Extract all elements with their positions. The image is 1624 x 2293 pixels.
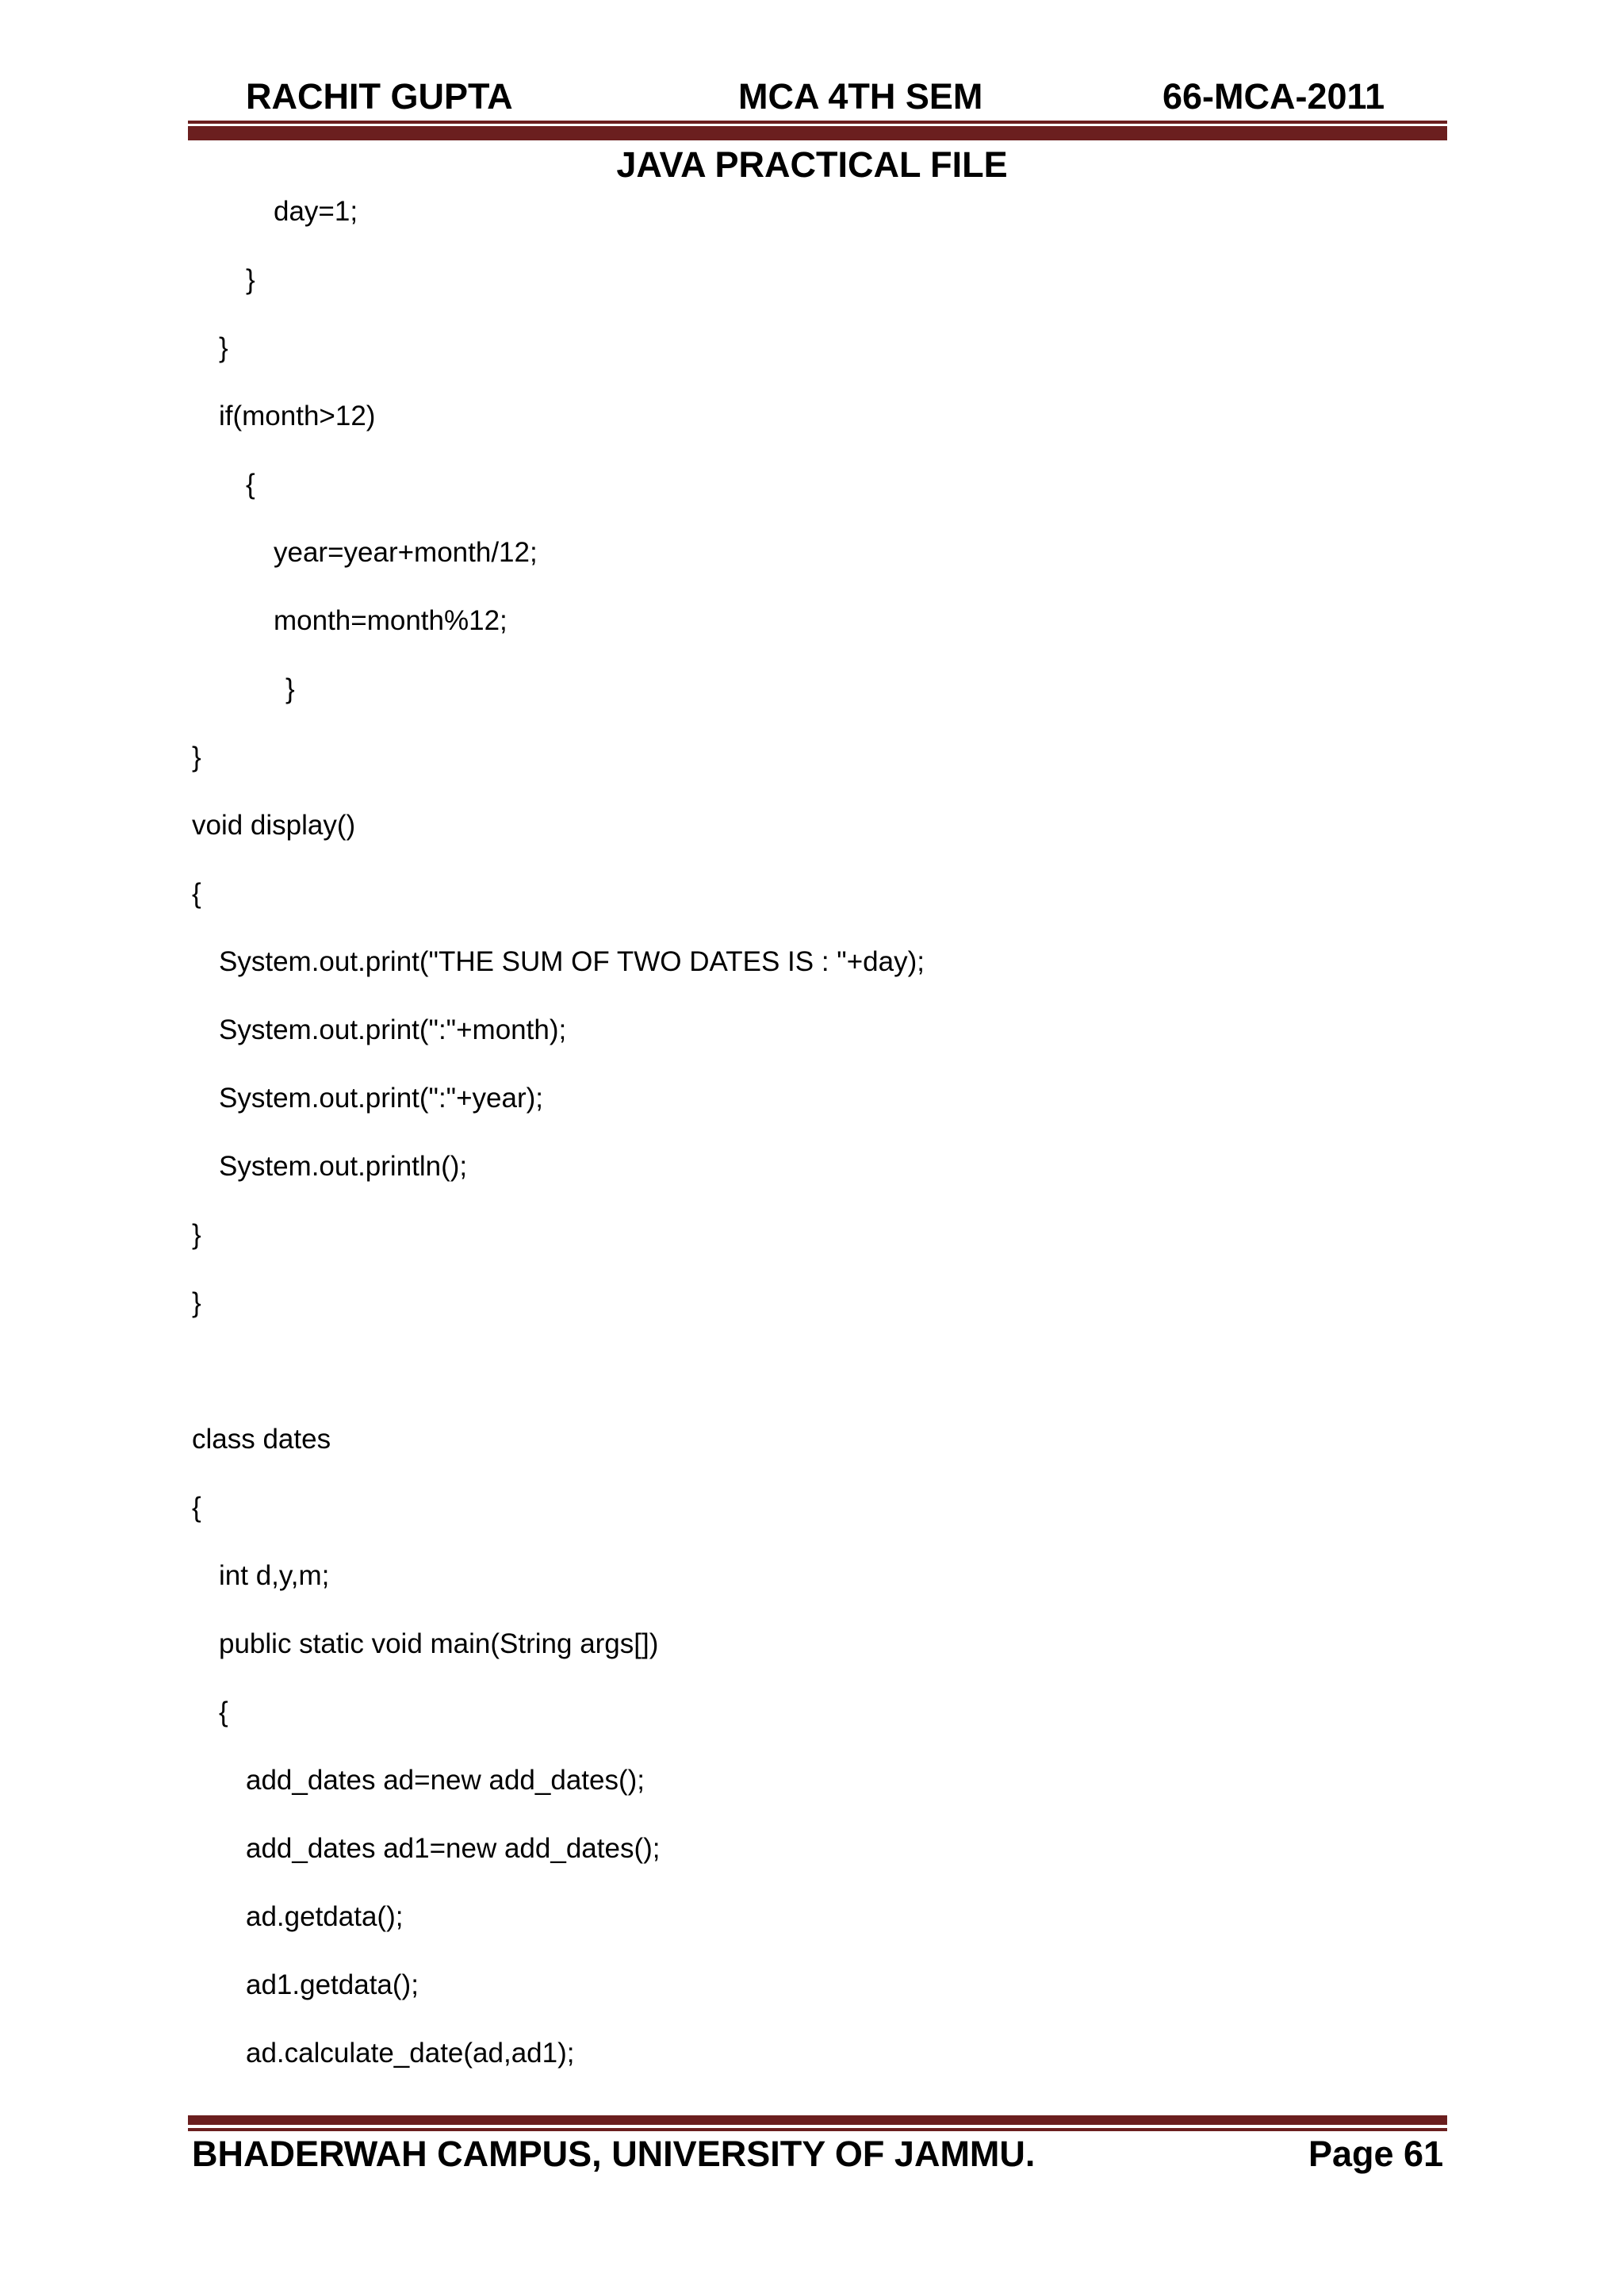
code-line: add_dates ad1=new add_dates(); — [246, 1833, 661, 1864]
code-line: { — [192, 1492, 201, 1523]
code-line: } — [246, 264, 255, 295]
code-line: { — [246, 469, 255, 500]
roll-number: 66-MCA-2011 — [1162, 76, 1385, 117]
file-title: JAVA PRACTICAL FILE — [616, 144, 1008, 185]
page-number: Page 61 — [1308, 2134, 1444, 2174]
code-line: System.out.println(); — [219, 1151, 468, 1182]
code-line: { — [192, 878, 201, 909]
code-line: { — [219, 1697, 228, 1727]
code-line: } — [285, 673, 295, 704]
campus-name: BHADERWAH CAMPUS, UNIVERSITY OF JAMMU. — [192, 2134, 1036, 2174]
code-line: int d,y,m; — [219, 1560, 330, 1591]
code-line: if(month>12) — [219, 401, 376, 431]
code-line: } — [219, 332, 228, 363]
code-line: ad1.getdata(); — [246, 1969, 419, 2000]
code-line: } — [192, 742, 201, 773]
code-line: class dates — [192, 1424, 331, 1455]
code-line: add_dates ad=new add_dates(); — [246, 1765, 645, 1796]
code-line: month=month%12; — [274, 605, 508, 636]
code-line: System.out.print(":"+year); — [219, 1083, 544, 1114]
code-line: System.out.print(":"+month); — [219, 1014, 567, 1045]
code-line: } — [192, 1287, 201, 1318]
semester-label: MCA 4TH SEM — [738, 76, 983, 117]
code-line: public static void main(String args[]) — [219, 1628, 659, 1659]
code-line: void display() — [192, 810, 356, 841]
code-line: day=1; — [274, 196, 358, 227]
code-line: } — [192, 1219, 201, 1250]
code-line: ad.calculate_date(ad,ad1); — [246, 2038, 575, 2069]
student-name: RACHIT GUPTA — [246, 76, 513, 117]
footer-rule-thick — [188, 2115, 1447, 2125]
code-line: System.out.print("THE SUM OF TWO DATES IS : "+day); — [219, 946, 925, 977]
code-line: ad.getdata(); — [246, 1901, 404, 1932]
code-line: year=year+month/12; — [274, 537, 538, 568]
